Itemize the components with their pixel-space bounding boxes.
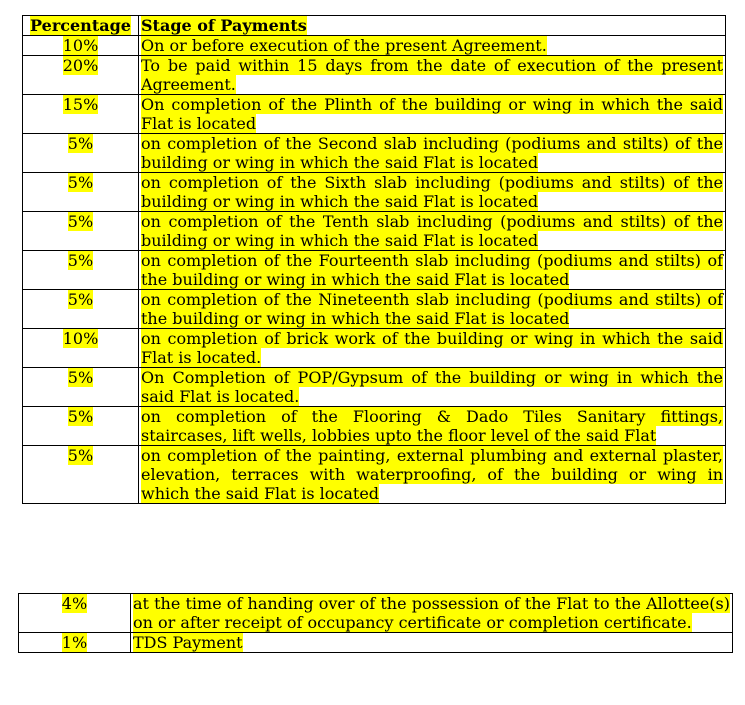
table-row — [23, 36, 726, 56]
stage-cell: on completion of the Second slab including (podiums and stilts) of the building or wing in which the said Flat is located — [139, 134, 726, 173]
stage-cell: at the time of handing over of the possession of the Flat to the Allottee(s) on or after receipt of occupancy certificate or completion certificate. — [131, 594, 733, 633]
table-header-row — [23, 16, 726, 36]
percentage-cell: 5% — [23, 407, 139, 446]
stage-cell: On or before execution of the present Agreement. — [139, 36, 726, 56]
stage-cell: On completion of the Plinth of the building or wing in which the said Flat is located — [139, 95, 726, 134]
column-header-percentage: Percentage — [23, 16, 139, 36]
table-row — [23, 407, 726, 446]
table-row — [23, 368, 726, 407]
stage-cell: TDS Payment — [131, 633, 733, 653]
table-row — [23, 251, 726, 290]
table-row — [19, 633, 733, 653]
percentage-cell: 20% — [23, 56, 139, 95]
percentage-cell: 5% — [23, 251, 139, 290]
stage-cell: on completion of the painting, external plumbing and external plaster, elevation, terraces with waterproofing, of the building or wing in which the said Flat is located — [139, 446, 726, 504]
table-row — [23, 329, 726, 368]
table-row — [23, 212, 726, 251]
stage-cell: on completion of brick work of the building or wing in which the said Flat is located. — [139, 329, 726, 368]
percentage-cell: 5% — [23, 290, 139, 329]
column-header-stage: Stage of Payments — [139, 16, 726, 36]
percentage-cell: 5% — [23, 134, 139, 173]
table-row — [23, 56, 726, 95]
table-row — [23, 446, 726, 504]
payment-schedule-table — [22, 15, 726, 504]
stage-cell: On Completion of POP/Gypsum of the building or wing in which the said Flat is located. — [139, 368, 726, 407]
percentage-cell: 5% — [23, 368, 139, 407]
table-row — [19, 594, 733, 633]
percentage-cell: 5% — [23, 173, 139, 212]
table-row — [23, 134, 726, 173]
percentage-cell: 4% — [19, 594, 131, 633]
stage-cell: on completion of the Sixth slab including (podiums and stilts) of the building or wing in which the said Flat is located — [139, 173, 726, 212]
final-payments-table — [18, 593, 733, 653]
percentage-cell: 15% — [23, 95, 139, 134]
table-row — [23, 290, 726, 329]
percentage-cell: 1% — [19, 633, 131, 653]
table-row — [23, 95, 726, 134]
percentage-cell: 5% — [23, 446, 139, 504]
percentage-cell: 10% — [23, 36, 139, 56]
stage-cell: on completion of the Flooring & Dado Tiles Sanitary fittings, staircases, lift wells, lobbies upto the floor level of the said Flat — [139, 407, 726, 446]
percentage-cell: 5% — [23, 212, 139, 251]
stage-cell: on completion of the Tenth slab including (podiums and stilts) of the building or wing in which the said Flat is located — [139, 212, 726, 251]
stage-cell: on completion of the Nineteenth slab including (podiums and stilts) of the building or wing in which the said Flat is located — [139, 290, 726, 329]
percentage-cell: 10% — [23, 329, 139, 368]
table-row — [23, 173, 726, 212]
stage-cell: To be paid within 15 days from the date of execution of the present Agreement. — [139, 56, 726, 95]
stage-cell: on completion of the Fourteenth slab including (podiums and stilts) of the building or wing in which the said Flat is located — [139, 251, 726, 290]
